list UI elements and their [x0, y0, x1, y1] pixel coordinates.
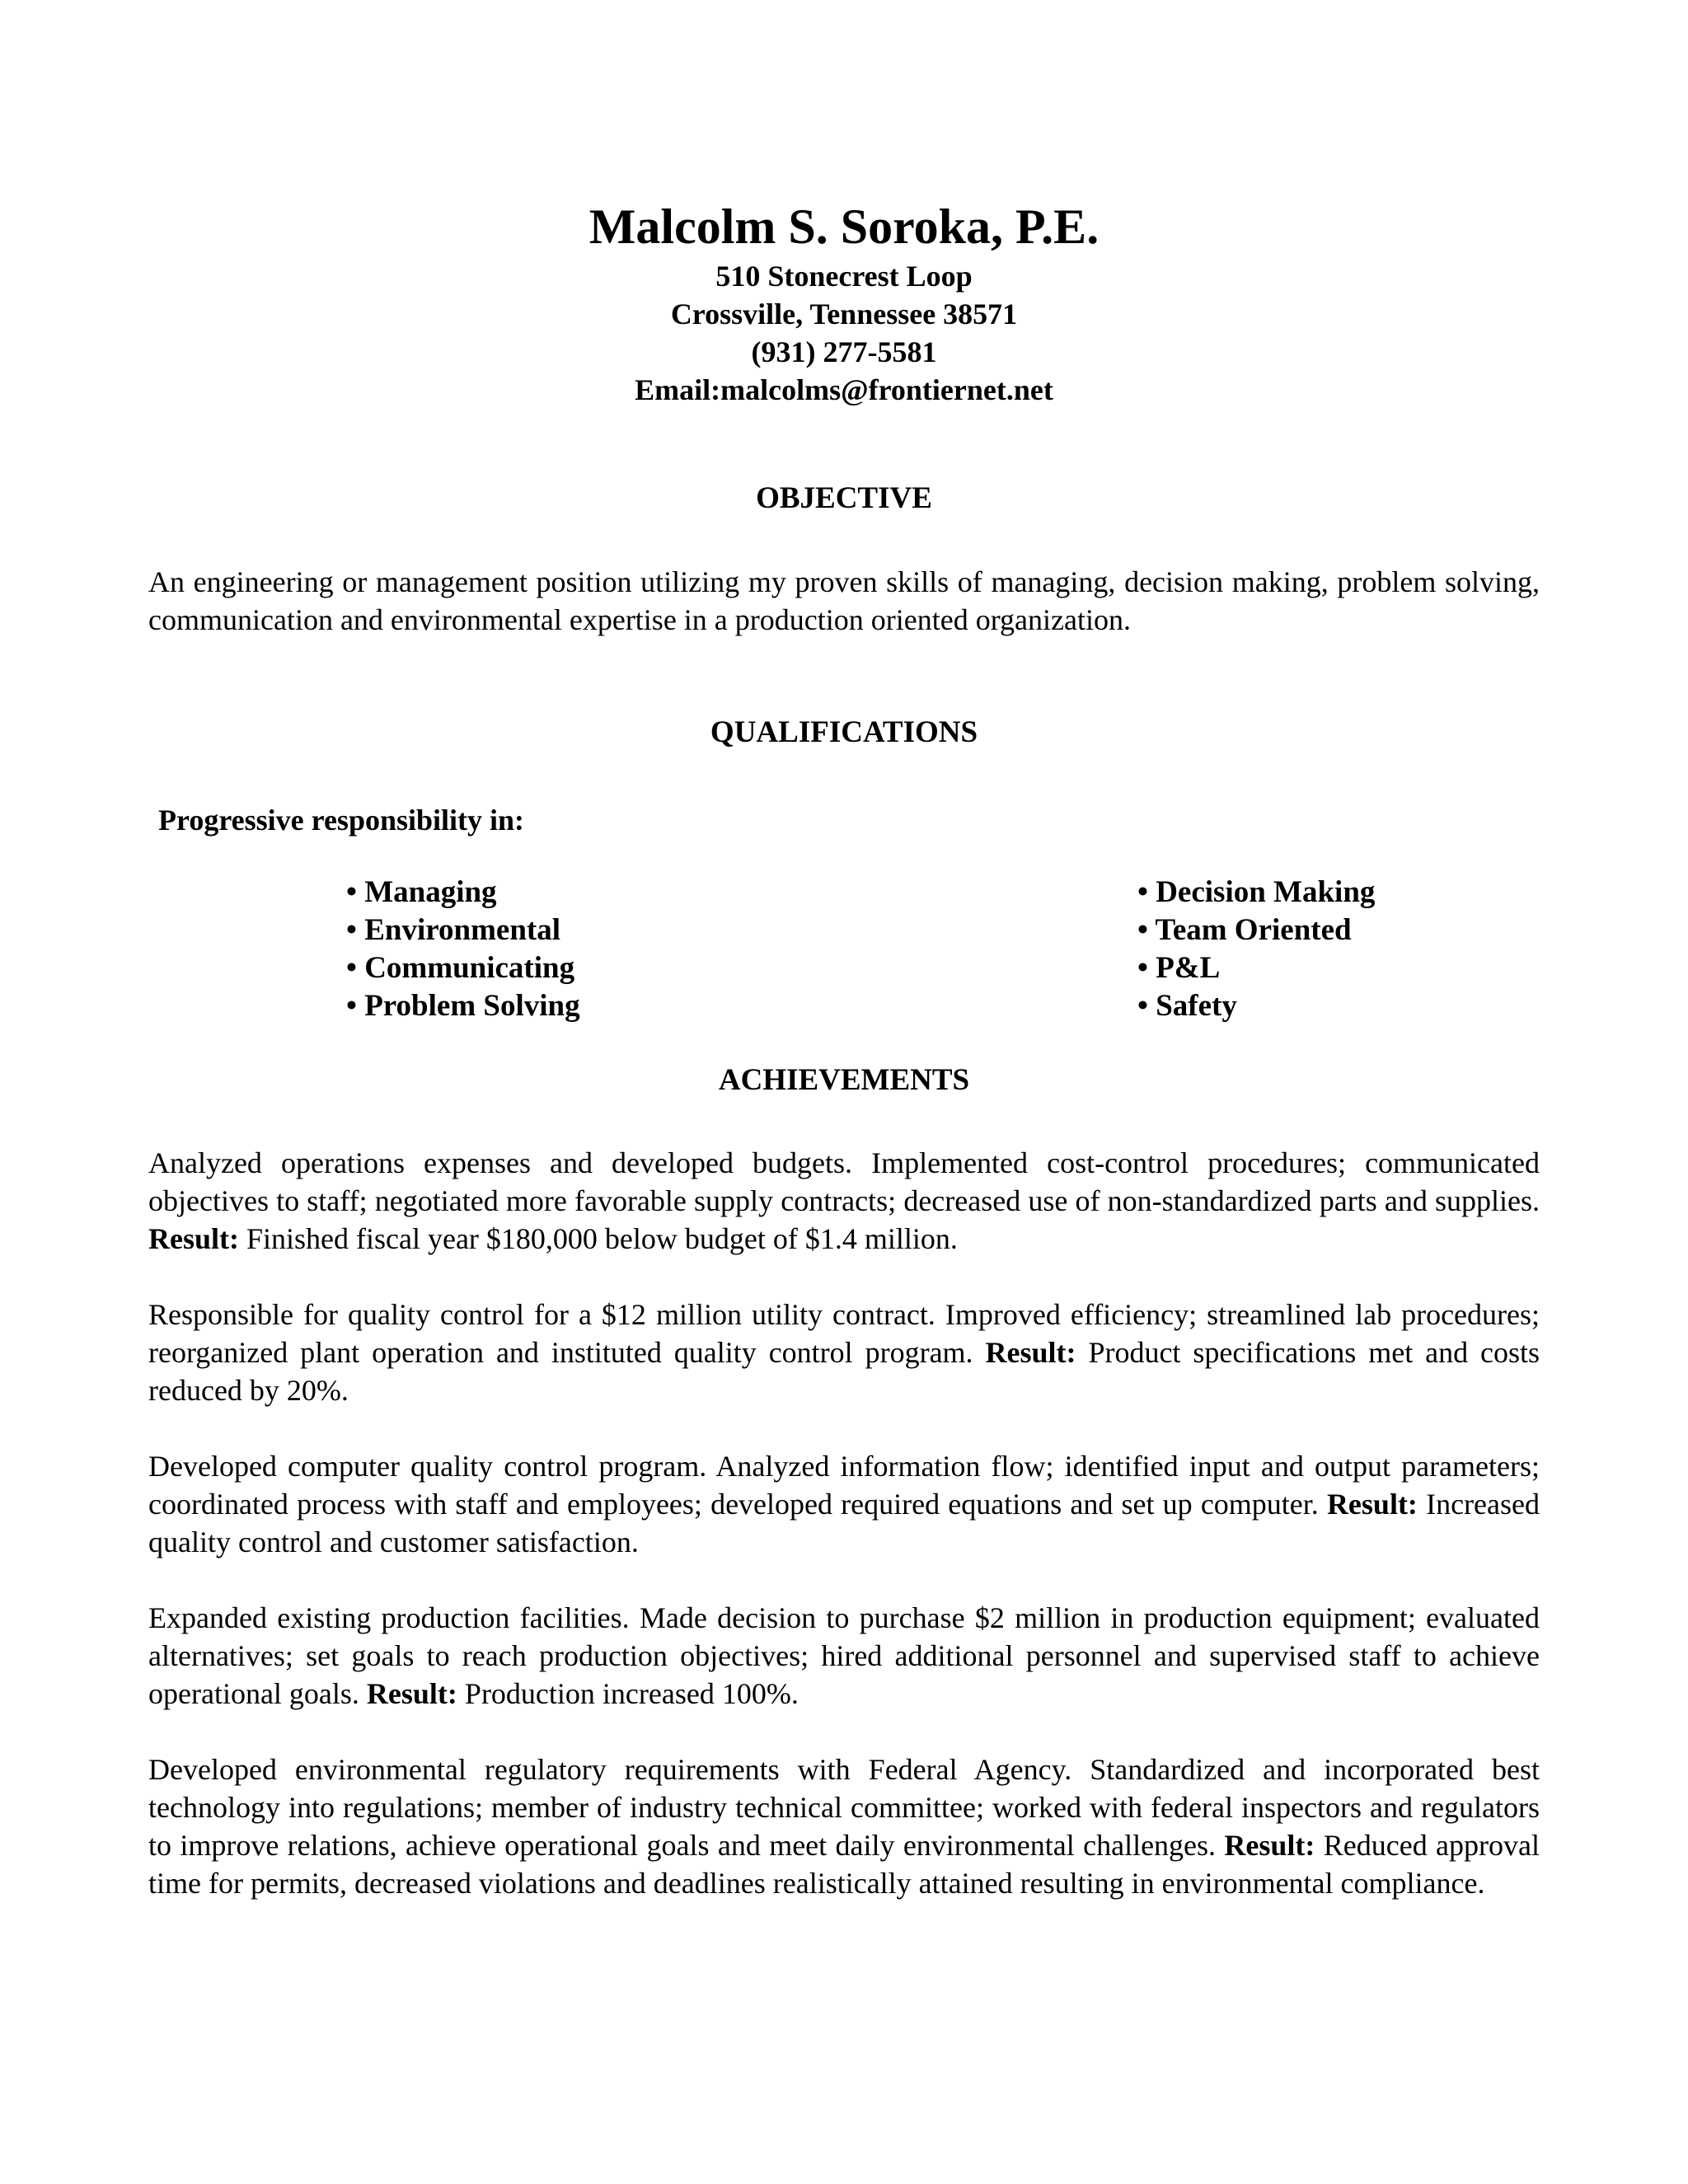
- achievement-text: Responsible for quality control for a $12 million utility contract. Improved efficiency; streamlined lab procedures; reorganized plant operation and instituted quality control program.: [148, 1298, 1540, 1369]
- achievement-result: Reduced approval time for permits, decreased violations and deadlines realistically attained resulting in environmental compliance.: [148, 1829, 1540, 1900]
- achievement-result: Production increased 100%.: [464, 1677, 799, 1710]
- achievement-item: [148, 1447, 1540, 1561]
- result-label: Result:: [1224, 1829, 1315, 1862]
- achievement-item: [148, 1296, 1540, 1409]
- achievement-item: [148, 1750, 1540, 1902]
- phone-number: (931) 277-5581: [751, 335, 937, 368]
- email-address: Email:malcolms@frontiernet.net: [635, 373, 1053, 406]
- achievement-item: [148, 1144, 1540, 1258]
- contact-block: [148, 257, 1540, 409]
- list-item: • Safety: [1137, 989, 1237, 1023]
- result-label: Result:: [366, 1677, 457, 1710]
- qualifications-left-list: [346, 874, 580, 1025]
- achievement-item: [148, 1599, 1540, 1713]
- qualifications-heading: QUALIFICATIONS: [710, 715, 978, 749]
- list-item: • Environmental: [346, 913, 560, 947]
- list-item: • P&L: [1137, 951, 1221, 985]
- list-item: • Team Oriented: [1137, 913, 1352, 947]
- result-label: Result:: [148, 1222, 239, 1255]
- qualifications-intro: Progressive responsibility in:: [158, 804, 525, 837]
- resume-name: Malcolm S. Soroka, P.E.: [588, 199, 1100, 254]
- achievements-heading: ACHIEVEMENTS: [718, 1063, 970, 1097]
- list-item: • Communicating: [346, 951, 575, 985]
- achievement-result: Finished fiscal year $180,000 below budget of $1.4 million.: [246, 1222, 958, 1255]
- achievement-text: Developed computer quality control program. Analyzed information flow; identified input and output parameters; coordinated process with staff and employees; developed required equations and set up computer.: [148, 1450, 1540, 1521]
- address-line-2: Crossville, Tennessee 38571: [670, 298, 1018, 330]
- resume-page: [148, 0, 1540, 2184]
- address-line-1: 510 Stonecrest Loop: [715, 260, 973, 293]
- objective-text: An engineering or management position utilizing my proven skills of managing, decision making, problem solving, communication and environmental expertise in a production oriented organization.: [148, 565, 1540, 636]
- list-item: • Problem Solving: [346, 989, 580, 1023]
- achievement-result: Increased quality control and customer satisfaction.: [148, 1488, 1540, 1558]
- result-label: Result:: [985, 1336, 1076, 1369]
- objective-heading: OBJECTIVE: [756, 481, 932, 515]
- list-item: • Managing: [346, 875, 497, 909]
- qualifications-right-list: [1137, 874, 1375, 1025]
- list-item: • Decision Making: [1137, 875, 1376, 909]
- result-label: Result:: [1326, 1488, 1418, 1521]
- achievement-text: Analyzed operations expenses and developed budgets. Implemented cost-control procedures; communicated objectives to staff; negotiated more favorable supply contracts; decreased use of non-standardized parts and supplies.: [148, 1146, 1540, 1217]
- achievement-result: Product specifications met and costs reduced by 20%.: [148, 1336, 1540, 1407]
- achievement-text: Developed environmental regulatory requirements with Federal Agency. Standardized and incorporated best technology into regulations; member of industry technical committee; worked with federal inspectors and regulators to improve relations, achieve operational goals and meet daily environmental challenges.: [148, 1753, 1540, 1862]
- achievement-text: Expanded existing production facilities. Made decision to purchase $2 million in production equipment; evaluated alternatives; set goals to reach production objectives; hired additional personnel and supervised staff to achieve operational goals.: [148, 1601, 1540, 1710]
